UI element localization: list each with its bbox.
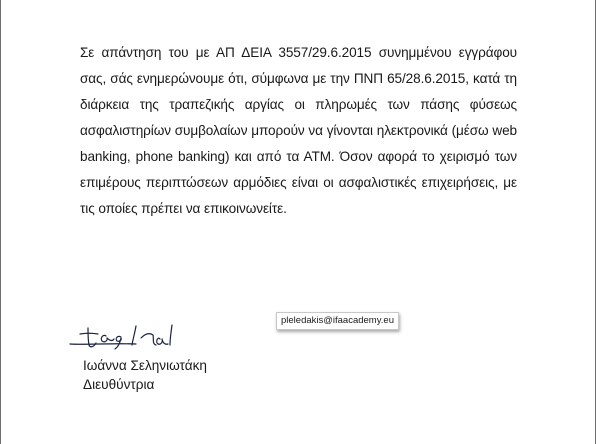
page-border-right [595,0,596,444]
email-stamp: pleledakis@ifaacademy.eu [276,312,399,330]
page-border-left [0,0,1,444]
letter-body-paragraph: Σε απάντηση του με ΑΠ ΔΕΙΑ 3557/29.6.2015 συνημμένου εγγράφου σας, σάς ενημερώνουμε ότι, σύμφωνα με την ΠΝΠ 65/28.6.2015, κατά τη διάρκεια της τραπεζικής αργίας οι πληρωμές των πάσης φύσεως ασφαλιστηρίων συμβολαίων μπορούν να γίνονται ηλεκτρονικά (μέσω web banking, phone banking) και από τα ΑΤΜ. Όσον αφορά το χειρισμό των επιμέρους περιπτώσεων αρμόδιες είναι οι ασφαλιστικές επιχειρήσεις, με τις οποίες πρέπει να επικοινωνείτε. [80,45,517,216]
signer-title: Διευθύντρια [83,377,155,392]
signer-name: Ιωάννα Σεληνιωτάκη [83,358,207,373]
handwritten-signature [66,314,196,354]
